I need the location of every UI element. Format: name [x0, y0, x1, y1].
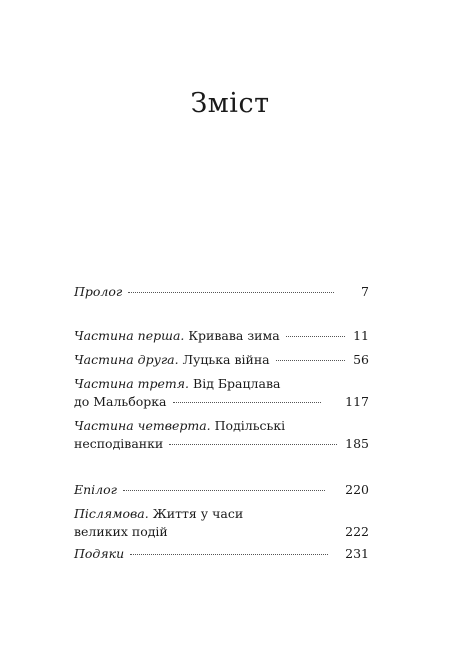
toc-entry-part-3[interactable]	[74, 376, 369, 410]
toc-entry-label-line2: великих подій	[74, 524, 168, 539]
toc-entry-label	[74, 546, 124, 562]
toc-entry-page: 222	[345, 524, 369, 539]
page-title: Зміст	[190, 88, 270, 119]
toc-entry-label-line2: несподіванки	[74, 436, 164, 451]
dot-leader	[169, 444, 337, 445]
toc-entry-italic: Частина друга.	[74, 352, 179, 367]
dot-leader	[276, 360, 345, 361]
toc-entry-page: 56	[353, 352, 369, 367]
toc-entry-italic: Частина четверта.	[74, 418, 211, 433]
toc-entry-afterword[interactable]	[74, 506, 369, 540]
toc-entry-epilogue[interactable]	[74, 482, 369, 498]
toc-entry-text: Життя у часи	[148, 506, 244, 521]
toc-entry-text: Подільські	[210, 418, 286, 433]
toc-entry-prologue[interactable]	[74, 284, 369, 300]
toc-entry-label	[74, 284, 122, 300]
toc-entry-part-2[interactable]	[74, 352, 369, 368]
toc-entry-part-4[interactable]	[74, 418, 369, 452]
toc-entry-label	[74, 482, 117, 498]
dot-leader	[286, 336, 345, 337]
toc-entry-italic: Епілог	[74, 482, 117, 497]
toc-entry-text: Луцька війна	[178, 352, 270, 367]
toc-entry-page: 117	[345, 394, 369, 409]
toc-entry-italic: Подяки	[74, 546, 125, 561]
toc-entry-label	[74, 352, 270, 368]
toc-entry-page: 220	[345, 482, 369, 497]
toc-entry-page: 7	[361, 284, 369, 299]
toc-entry-page: 11	[353, 328, 369, 343]
toc-entry-italic: Післямова.	[74, 506, 149, 521]
toc-entry-page: 185	[345, 436, 369, 451]
toc-entry-label	[74, 328, 280, 344]
toc-entry-text: Від Брацлава	[189, 376, 281, 391]
dot-leader	[123, 490, 325, 491]
toc-entry-page: 231	[345, 546, 369, 561]
dot-leader	[128, 292, 334, 293]
toc-entry-label	[74, 376, 280, 392]
toc-entry-label	[74, 506, 243, 522]
dot-leader	[130, 554, 328, 555]
toc-entry-italic: Пролог	[74, 284, 123, 299]
toc-entry-label	[74, 418, 285, 434]
toc-entry-acknowledgements[interactable]	[74, 546, 369, 562]
toc-entry-part-1[interactable]	[74, 328, 369, 344]
toc-entry-italic: Частина перша.	[74, 328, 185, 343]
toc-entry-italic: Частина третя.	[74, 376, 190, 391]
toc-entry-label-line2: до Мальборка	[74, 394, 167, 409]
dot-leader	[173, 402, 321, 403]
toc-entry-text: Кривава зима	[184, 328, 280, 343]
